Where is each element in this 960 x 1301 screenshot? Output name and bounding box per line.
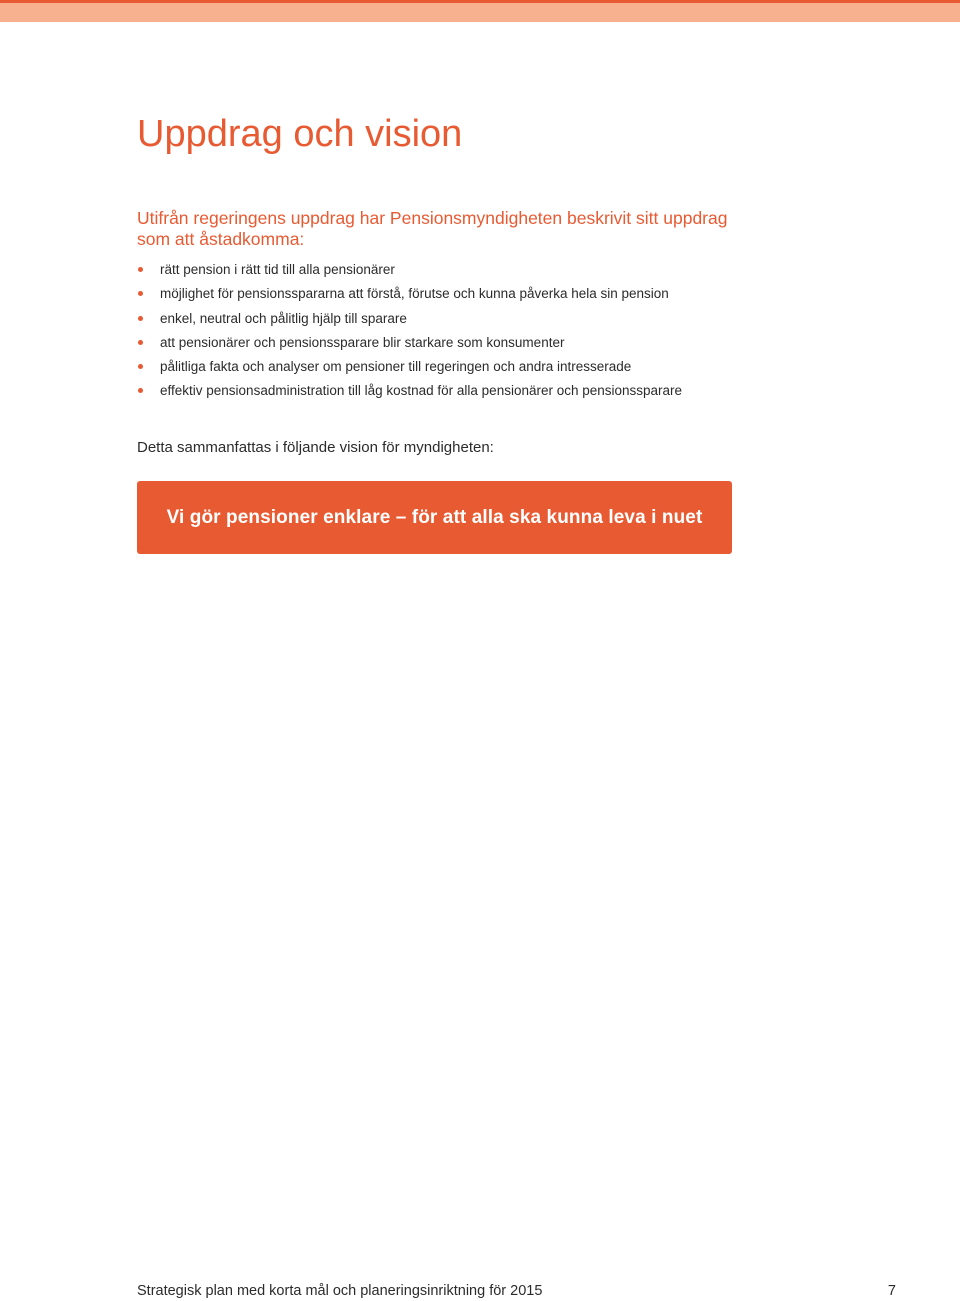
list-item-text: möjlighet för pensionsspararna att förstå, förutse och kunna påverka hela sin pension bbox=[160, 286, 669, 302]
list-item-text: effektiv pensionsadministration till låg kostnad för alla pensionärer och pensionssparare bbox=[160, 383, 683, 399]
summary-text: Detta sammanfattas i följande vision för myndigheten: bbox=[137, 439, 494, 456]
list-item bbox=[137, 282, 857, 306]
bullet-icon bbox=[138, 340, 143, 345]
vision-callout bbox=[137, 481, 732, 554]
list-item bbox=[137, 331, 857, 355]
bullet-icon bbox=[138, 388, 143, 393]
bullet-icon bbox=[138, 267, 143, 272]
footer-title: Strategisk plan med korta mål och planeringsinriktning för 2015 bbox=[137, 1283, 543, 1299]
list-item-text: pålitliga fakta och analyser om pensioner till regeringen och andra intresserade bbox=[160, 359, 632, 375]
list-item bbox=[137, 379, 857, 403]
list-item-text: att pensionärer och pensionssparare blir starkare som konsumenter bbox=[160, 334, 565, 350]
header-band bbox=[0, 0, 960, 22]
header-accent-line bbox=[0, 0, 960, 3]
page-number: 7 bbox=[887, 1283, 896, 1299]
list-item bbox=[137, 307, 857, 331]
bullet-icon bbox=[138, 291, 143, 296]
bullet-icon bbox=[138, 364, 143, 369]
mission-list bbox=[137, 258, 857, 404]
list-item bbox=[137, 355, 857, 379]
page-title: Uppdrag och vision bbox=[137, 113, 463, 155]
list-item bbox=[137, 258, 857, 282]
intro-text: Utifrån regeringens uppdrag har Pensionsmyndigheten beskrivit sitt uppdrag som att åstadkomma: bbox=[137, 208, 728, 249]
bullet-icon bbox=[138, 316, 143, 321]
list-item-text: rätt pension i rätt tid till alla pensionärer bbox=[160, 262, 395, 277]
vision-statement: Vi gör pensioner enklare – för att alla ska kunna leva i nuet bbox=[166, 506, 703, 528]
list-item-text: enkel, neutral och pålitlig hjälp till sparare bbox=[160, 310, 407, 326]
